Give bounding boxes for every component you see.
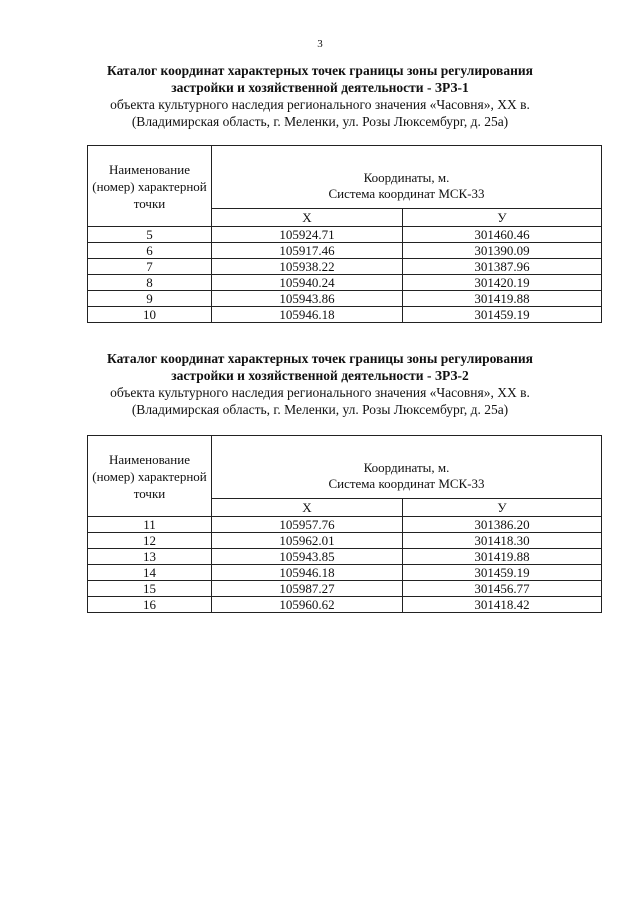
coordinates-table (87, 145, 602, 323)
table-row (88, 517, 602, 533)
catalog-zrz-1 (0, 62, 640, 322)
page-number: 3 (317, 38, 323, 50)
point-number-cell: 5 (88, 227, 212, 243)
x-coordinate-cell: 105940.24 (212, 275, 403, 291)
x-column-header: Х (212, 209, 403, 227)
y-coordinate-cell: 301418.30 (403, 533, 602, 549)
x-coordinate-cell: 105943.86 (212, 291, 403, 307)
catalog-subtitle-line2: (Владимирская область, г. Меленки, ул. Розы Люксембург, д. 25а) (131, 114, 509, 129)
x-coordinate-cell: 105987.27 (212, 581, 403, 597)
point-name-header: Наименование (номер) характерной точки (88, 146, 212, 227)
coordinates-header-line1: Координаты, м. (363, 170, 450, 185)
coordinates-header-line1: Координаты, м. (363, 460, 450, 475)
point-number-cell: 14 (88, 565, 212, 581)
point-number-cell: 6 (88, 243, 212, 259)
x-coordinate-cell: 105938.22 (212, 259, 403, 275)
table-row (88, 259, 602, 275)
point-number-cell: 8 (88, 275, 212, 291)
table-row (88, 307, 602, 323)
catalog-title-line1: Каталог координат характерных точек границы зоны регулирования (107, 63, 533, 78)
x-column-header: Х (212, 499, 403, 517)
coordinates-header-line2: Система координат МСК-33 (328, 476, 485, 491)
point-number-cell: 9 (88, 291, 212, 307)
point-number-cell: 11 (88, 517, 212, 533)
coordinates-header (212, 436, 602, 499)
y-coordinate-cell: 301459.19 (403, 307, 602, 323)
catalog-title-line2: застройки и хозяйственной деятельности - ЗРЗ-2 (171, 368, 469, 383)
y-coordinate-cell: 301419.88 (403, 549, 602, 565)
table-row (88, 275, 602, 291)
table-row (88, 291, 602, 307)
y-column-header: У (403, 209, 602, 227)
point-number-cell: 15 (88, 581, 212, 597)
catalog-zrz-2 (0, 350, 640, 612)
table-row (88, 565, 602, 581)
y-coordinate-cell: 301390.09 (403, 243, 602, 259)
table-row (88, 549, 602, 565)
x-coordinate-cell: 105960.62 (212, 597, 403, 613)
point-number-cell: 7 (88, 259, 212, 275)
point-number-cell: 12 (88, 533, 212, 549)
catalog-subtitle-line2: (Владимирская область, г. Меленки, ул. Розы Люксембург, д. 25а) (131, 402, 509, 417)
y-coordinate-cell: 301386.20 (403, 517, 602, 533)
table-row (88, 227, 602, 243)
y-column-header: У (403, 499, 602, 517)
point-name-header: Наименование (номер) характерной точки (88, 436, 212, 517)
y-coordinate-cell: 301459.19 (403, 565, 602, 581)
x-coordinate-cell: 105962.01 (212, 533, 403, 549)
y-coordinate-cell: 301418.42 (403, 597, 602, 613)
y-coordinate-cell: 301419.88 (403, 291, 602, 307)
point-number-cell: 13 (88, 549, 212, 565)
coordinates-header-line2: Система координат МСК-33 (328, 186, 485, 201)
x-coordinate-cell: 105943.85 (212, 549, 403, 565)
table-row (88, 533, 602, 549)
catalog-title-line2: застройки и хозяйственной деятельности - ЗРЗ-1 (171, 80, 469, 95)
table-row (88, 243, 602, 259)
table-row (88, 597, 602, 613)
y-coordinate-cell: 301460.46 (403, 227, 602, 243)
y-coordinate-cell: 301420.19 (403, 275, 602, 291)
y-coordinate-cell: 301387.96 (403, 259, 602, 275)
point-number-cell: 16 (88, 597, 212, 613)
x-coordinate-cell: 105917.46 (212, 243, 403, 259)
coordinates-header (212, 146, 602, 209)
x-coordinate-cell: 105957.76 (212, 517, 403, 533)
y-coordinate-cell: 301456.77 (403, 581, 602, 597)
table-row (88, 581, 602, 597)
point-number-cell: 10 (88, 307, 212, 323)
x-coordinate-cell: 105924.71 (212, 227, 403, 243)
x-coordinate-cell: 105946.18 (212, 307, 403, 323)
catalog-title-line1: Каталог координат характерных точек границы зоны регулирования (107, 351, 533, 366)
coordinates-table (87, 435, 602, 613)
x-coordinate-cell: 105946.18 (212, 565, 403, 581)
catalog-subtitle-line1: объекта культурного наследия регионального значения «Часовня», XX в. (110, 97, 530, 112)
catalog-subtitle-line1: объекта культурного наследия регионального значения «Часовня», XX в. (110, 385, 530, 400)
